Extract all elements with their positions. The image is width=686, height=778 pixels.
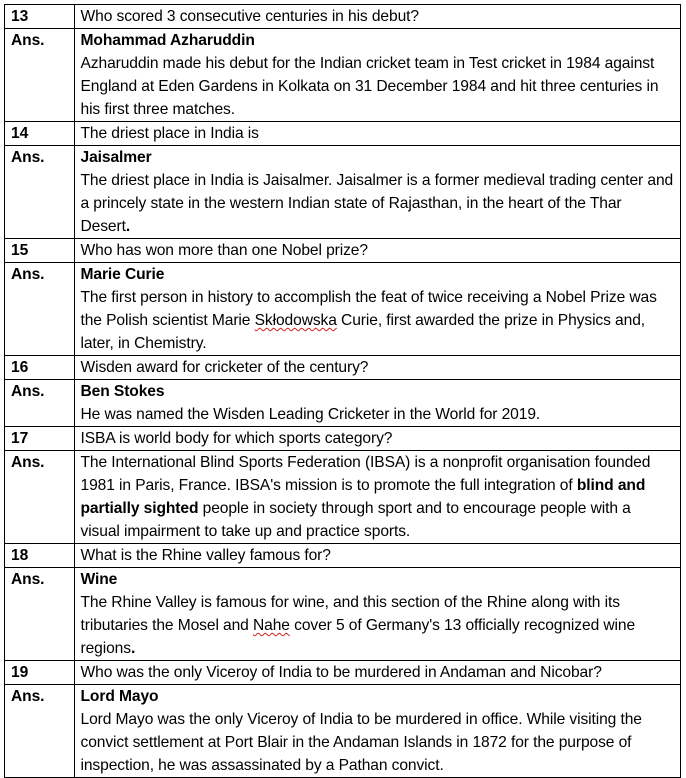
answer-cell (74, 146, 681, 239)
qa-table (4, 4, 681, 778)
answer-explanation: Azharuddin made his debut for the Indian cricket team in Test cricket in 1984 against England at Eden Gardens in Kolkata on 31 December 1984 and hit three centuries in his first three matches. (80, 55, 659, 118)
answer-explanation (81, 286, 675, 355)
answer-label: Ans. (5, 380, 75, 427)
spellcheck-flagged-word: Skłodowska (254, 312, 337, 329)
question-number: 16 (5, 356, 75, 380)
answer-row (5, 263, 681, 356)
question-number: 17 (5, 427, 75, 451)
answer-cell (74, 380, 681, 427)
question-number: 15 (5, 239, 75, 263)
answer-explanation-period: . (125, 218, 131, 235)
answer-row (5, 29, 681, 122)
answer-label: Ans. (5, 451, 75, 544)
answer-cell (74, 263, 681, 356)
answer-cell (74, 29, 681, 122)
answer-explanation: He was named the Wisden Leading Cricketer in the World for 2019. (80, 406, 541, 423)
question-text: Who scored 3 consecutive centuries in his debut? (74, 5, 681, 29)
question-text: What is the Rhine valley famous for? (74, 544, 681, 568)
question-text: Wisden award for cricketer of the century? (74, 356, 681, 380)
question-row (5, 239, 681, 263)
answer-explanation-text: The International Blind Sports Federation (IBSA) is a nonprofit organisation founded 1981 in Paris, France. IBSA's mission is to promote the full integration of (80, 454, 651, 494)
answer-title: Ben Stokes (80, 383, 165, 400)
question-text: Who has won more than one Nobel prize? (74, 239, 681, 263)
answer-explanation-text: The Rhine Valley is famous for wine, and this section of the Rhine along with its tributaries the Mosel and (80, 594, 620, 634)
answer-explanation-text: The first person in history to accomplish the feat of twice receiving a Nobel Prize was the Polish scientist Marie (80, 289, 657, 329)
question-row (5, 544, 681, 568)
question-row (5, 5, 681, 29)
question-text: The driest place in India is (74, 122, 681, 146)
answer-label: Ans. (5, 263, 75, 356)
answer-row (5, 451, 681, 544)
answer-explanation: Lord Mayo was the only Viceroy of India to be murdered in office. While visiting the convict settlement at Port Blair in the Andaman Islands in 1872 for the purpose of inspection, he was assassinated by a Pathan convict. (80, 711, 642, 774)
answer-explanation (81, 591, 675, 660)
answer-title: Mohammad Azharuddin (80, 32, 255, 49)
answer-row (5, 568, 681, 661)
answer-row (5, 380, 681, 427)
answer-explanation-period: . (130, 640, 136, 657)
answer-explanation-text: cover 5 of Germany's 13 officially recognized wine regions (80, 617, 636, 657)
answer-explanation-text: The driest place in India is Jaisalmer. Jaisalmer is a former medieval trading center and a princely state in the western Indian state of Rajasthan, in the heart of the Thar Desert (80, 172, 674, 235)
answer-row (5, 146, 681, 239)
question-text: ISBA is world body for which sports category? (74, 427, 681, 451)
answer-label: Ans. (5, 29, 75, 122)
question-number: 13 (5, 5, 75, 29)
question-row (5, 427, 681, 451)
answer-label: Ans. (5, 146, 75, 239)
answer-title: Wine (80, 571, 118, 588)
qa-document (4, 4, 681, 778)
answer-cell (74, 451, 681, 544)
answer-title: Jaisalmer (80, 149, 152, 166)
question-text: Who was the only Viceroy of India to be murdered in Andaman and Nicobar? (74, 661, 681, 685)
answer-title: Marie Curie (80, 266, 165, 283)
question-row (5, 122, 681, 146)
answer-explanation-emphasis: blind and partially sighted (80, 477, 646, 517)
question-number: 14 (5, 122, 75, 146)
answer-cell (74, 568, 681, 661)
spellcheck-flagged-word: Nahe (253, 617, 290, 634)
answer-title: Lord Mayo (80, 688, 159, 705)
answer-explanation (81, 169, 675, 238)
question-number: 19 (5, 661, 75, 685)
question-number: 18 (5, 544, 75, 568)
answer-label: Ans. (5, 568, 75, 661)
answer-explanation-text: Curie, first awarded the prize in Physics and, later, in Chemistry. (80, 312, 646, 352)
answer-explanation (81, 451, 675, 543)
answer-explanation-text: people in society through sport and to encourage people with a visual impairment to take up and practice sports. (80, 500, 631, 540)
question-row (5, 356, 681, 380)
answer-label: Ans. (5, 685, 75, 778)
question-row (5, 661, 681, 685)
